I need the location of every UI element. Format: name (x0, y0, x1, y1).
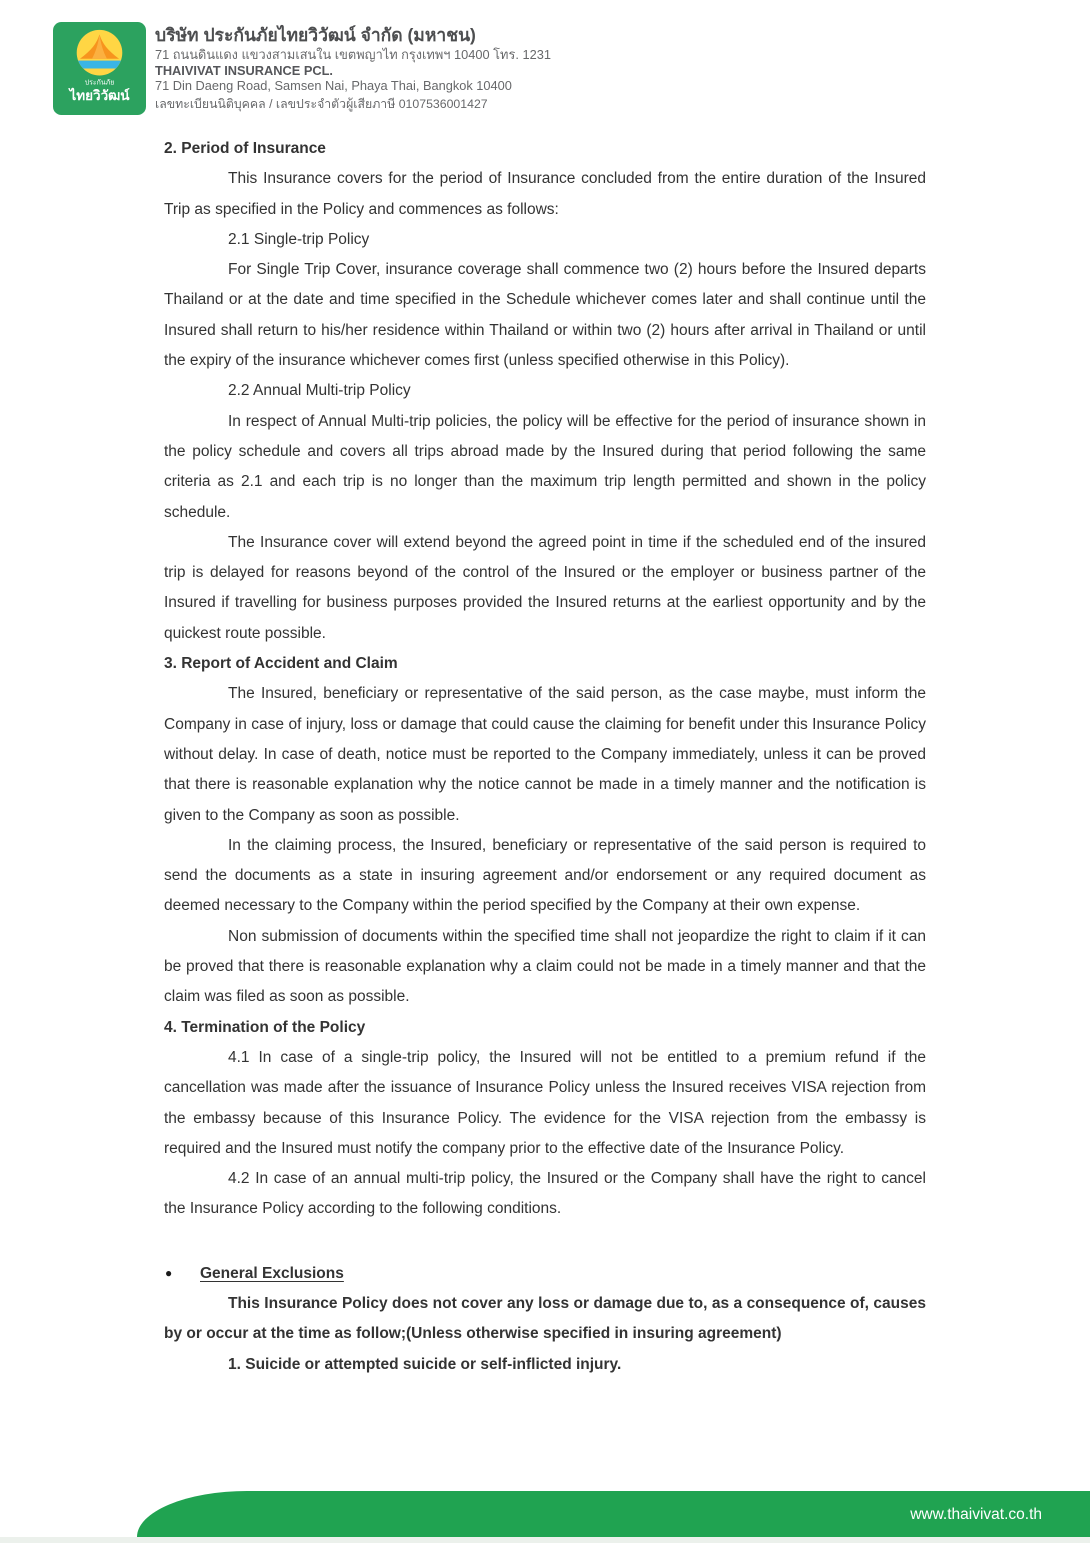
text-line: 1. Suicide or attempted suicide or self-inflicted injury. (228, 1355, 622, 1373)
company-address-th: 71 ถนนดินแดง แขวงสามเสนใน เขตพญาไท กรุงเทพฯ 10400 โทร. 1231 (155, 47, 551, 62)
company-name-th: บริษัท ประกันภัยไทยวิวัฒน์ จำกัด (มหาชน) (155, 25, 476, 45)
section-heading: 2. Period of Insurance (164, 140, 326, 157)
spacer (164, 1225, 926, 1259)
company-tax-id: เลขทะเบียนนิติบุคคล / เลขประจำตัวผู้เสียภาษี 0107536001427 (155, 96, 488, 111)
paragraph: This Insurance covers for the period of Insurance concluded from the entire duration of the Insured Trip as specified in the Policy and commences as follows: (164, 170, 926, 218)
bullet-icon: ● (165, 1265, 173, 1280)
section-heading: 3. Report of Accident and Claim (164, 655, 398, 673)
paragraph: In the claiming process, the Insured, beneficiary or representative of the said person is required to send the documents as a state in insuring agreement and/or endorsement or any required document as deemed necessary to the Company within the period specified by the Company at their own expense. (164, 836, 926, 915)
company-name-en: THAIVIVAT INSURANCE PCL. (155, 62, 333, 78)
paragraph: For Single Trip Cover, insurance coverage shall commence two (2) hours before the Insured departs Thailand or at the date and time specified in the Schedule whichever comes later and shall continue until the Insured shall return to his/her residence within Thailand or within two (2) hours after arrival in Thailand or until the expiry of the insurance whichever comes first (unless specified otherwise in this Policy). (164, 261, 926, 370)
paragraph: In respect of Annual Multi-trip policies, the policy will be effective for the period of insurance shown in the policy schedule and covers all trips abroad made by the Insured during that period following the same criteria as 2.1 and each trip is no longer than the maximum trip length permitted and shown in the policy schedule. (164, 412, 926, 521)
logo-text-small: ประกันภัย (84, 79, 115, 87)
thaivivat-logo-icon (53, 22, 146, 115)
section-heading: 4. Termination of the Policy (164, 1018, 366, 1036)
footer-url: www.thaivivat.co.th (910, 1506, 1042, 1523)
company-info (155, 22, 551, 115)
paragraph: The Insured, beneficiary or representative of the said person, as the case maybe, must inform the Company in case of injury, loss or damage that could cause the claiming for benefit under this Insurance Policy without delay. In case of death, notice must be reported to the Company immediately, unless it can be proved that there is reasonable explanation why the notice cannot be made in a timely manner and the notification is given to the Company as soon as possible. (164, 685, 926, 824)
text-line: 2.2 Annual Multi-trip Policy (228, 382, 411, 400)
company-address-en: 71 Din Daeng Road, Samsen Nai, Phaya Thai, Bangkok 10400 (155, 78, 512, 93)
footer-band (137, 1491, 1090, 1537)
document-body (164, 134, 926, 1380)
bullet-heading (164, 1259, 926, 1289)
paragraph: This Insurance Policy does not cover any loss or damage due to, as a consequence of, causes by or occur at the time as follow;(Unless otherwise specified in insuring agreement) (164, 1294, 926, 1343)
logo-text-large: ไทยวิวัฒน์ (69, 88, 130, 104)
paragraph: 4.1 In case of a single-trip policy, the Insured will not be entitled to a premium refund if the cancellation was made after the issuance of Insurance Policy unless the Insured receives VISA rejection from the embassy because of this Insurance Policy. The evidence for the VISA rejection from the embassy is required and the Insured must notify the company prior to the effective date of the Insurance Policy. (164, 1048, 926, 1157)
paragraph: 4.2 In case of an annual multi-trip policy, the Insured or the Company shall have the right to cancel the Insurance Policy according to the following conditions. (164, 1170, 926, 1218)
paragraph: The Insurance cover will extend beyond the agreed point in time if the scheduled end of the insured trip is delayed for reasons beyond of the control of the Insured or the employer or business partner of the Insured if travelling for business purposes provided the Insured returns at the earliest opportunity and by the quickest route possible. (164, 533, 926, 642)
letterhead (53, 22, 551, 115)
paragraph: Non submission of documents within the specified time shall not jeopardize the right to claim if it can be proved that there is reasonable explanation why a claim could not be made in a timely manner and that the claim was filed as soon as possible. (164, 927, 926, 1006)
footer-edge-strip (0, 1537, 1090, 1543)
section-title: General Exclusions (200, 1264, 344, 1282)
text-line: 2.1 Single-trip Policy (228, 230, 370, 248)
